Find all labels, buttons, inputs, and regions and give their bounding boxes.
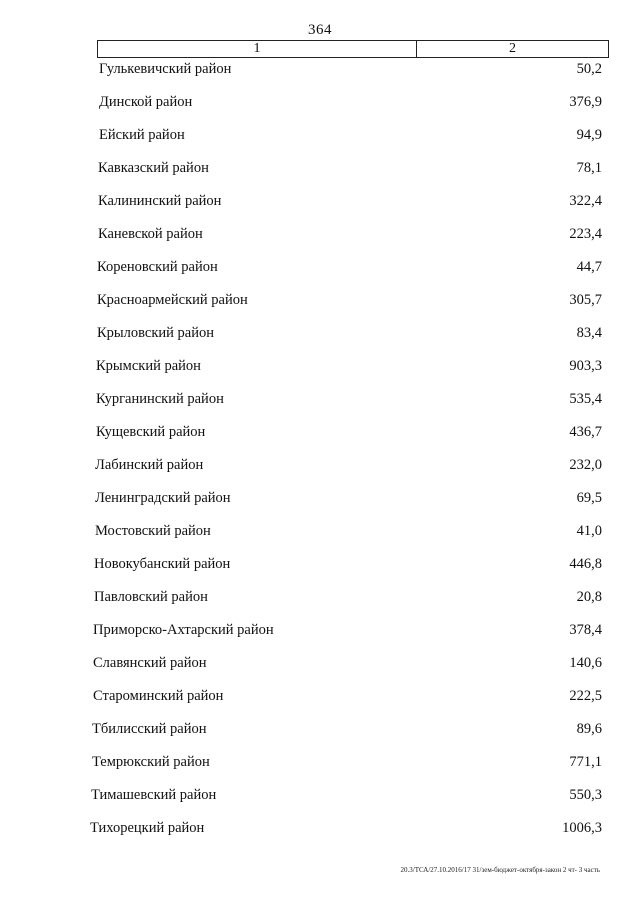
district-name: Приморско-Ахтарский район xyxy=(93,622,274,638)
table-row xyxy=(0,191,640,211)
district-name: Крыловский район xyxy=(97,325,214,341)
table-row xyxy=(0,785,640,805)
table-row xyxy=(0,257,640,277)
district-name: Красноармейский район xyxy=(97,292,248,308)
table-row xyxy=(0,224,640,244)
table-row xyxy=(0,356,640,376)
district-value: 305,7 xyxy=(569,292,602,308)
district-name: Крымский район xyxy=(96,358,201,374)
district-value: 1006,3 xyxy=(562,820,602,836)
district-name: Ейский район xyxy=(99,127,185,143)
table-row xyxy=(0,818,640,838)
district-value: 535,4 xyxy=(569,391,602,407)
table-row xyxy=(0,521,640,541)
district-name: Славянский район xyxy=(93,655,207,671)
district-value: 771,1 xyxy=(569,754,602,770)
district-value: 44,7 xyxy=(576,259,602,275)
table-row xyxy=(0,752,640,772)
district-name: Каневской район xyxy=(98,226,203,242)
table-row xyxy=(0,290,640,310)
column-header-table xyxy=(97,40,609,58)
table-row xyxy=(0,620,640,640)
district-name: Гулькевичский район xyxy=(99,61,232,77)
column-header-1: 1 xyxy=(98,41,417,57)
table-row xyxy=(0,323,640,343)
table-row xyxy=(0,422,640,442)
table-row xyxy=(0,92,640,112)
district-value: 140,6 xyxy=(569,655,602,671)
district-value: 50,2 xyxy=(576,61,602,77)
district-name: Лабинский район xyxy=(95,457,204,473)
table-row xyxy=(0,455,640,475)
table-row xyxy=(0,686,640,706)
table-row xyxy=(0,554,640,574)
district-name: Павловский район xyxy=(94,589,208,605)
district-value: 903,3 xyxy=(569,358,602,374)
district-value: 41,0 xyxy=(576,523,602,539)
district-value: 378,4 xyxy=(569,622,602,638)
district-name: Тимашевский район xyxy=(91,787,217,803)
district-value: 20,8 xyxy=(576,589,602,605)
district-name: Кореновский район xyxy=(97,259,218,275)
district-value: 232,0 xyxy=(569,457,602,473)
district-name: Кущевский район xyxy=(96,424,206,440)
district-name: Староминский район xyxy=(93,688,224,704)
document-footer-code: 20.3/ТСА/27.10.2016/17 31/зем-бюджет-октября-закон 2 чт- 3 часть xyxy=(400,866,600,874)
district-name: Курганинский район xyxy=(96,391,224,407)
district-name: Динской район xyxy=(99,94,193,110)
district-name: Ленинградский район xyxy=(95,490,231,506)
district-value: 376,9 xyxy=(569,94,602,110)
district-value: 550,3 xyxy=(569,787,602,803)
district-value: 78,1 xyxy=(576,160,602,176)
table-row xyxy=(0,158,640,178)
page-number: 364 xyxy=(308,22,332,38)
district-value: 94,9 xyxy=(576,127,602,143)
table-row xyxy=(0,125,640,145)
table-row xyxy=(0,653,640,673)
district-name: Калининский район xyxy=(98,193,222,209)
table-row xyxy=(0,59,640,79)
table-row xyxy=(0,587,640,607)
district-value: 322,4 xyxy=(569,193,602,209)
district-value: 69,5 xyxy=(576,490,602,506)
table-row xyxy=(0,719,640,739)
column-header-2: 2 xyxy=(509,41,516,56)
district-name: Новокубанский район xyxy=(94,556,231,572)
district-value: 436,7 xyxy=(569,424,602,440)
district-value: 83,4 xyxy=(576,325,602,341)
district-value: 89,6 xyxy=(576,721,602,737)
district-name: Тихорецкий район xyxy=(90,820,205,836)
district-value: 222,5 xyxy=(569,688,602,704)
table-row xyxy=(0,389,640,409)
district-name: Тбилисский район xyxy=(92,721,207,737)
table-row xyxy=(0,488,640,508)
district-name: Кавказский район xyxy=(98,160,209,176)
district-value: 446,8 xyxy=(569,556,602,572)
district-name: Мостовский район xyxy=(95,523,211,539)
district-value: 223,4 xyxy=(569,226,602,242)
district-name: Темрюкский район xyxy=(92,754,210,770)
